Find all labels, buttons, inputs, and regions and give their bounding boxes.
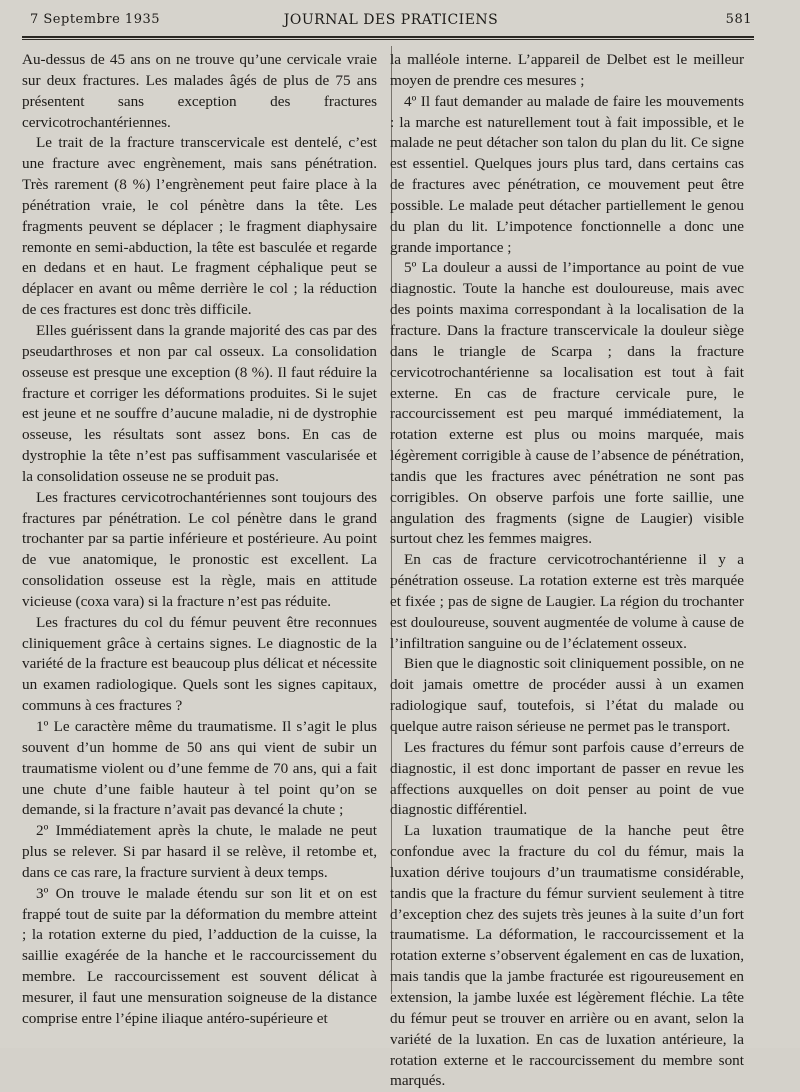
paragraph: La luxation traumatique de la hanche peut être confondue avec la fracture du col du fémur, mais la luxation dérive toujours d’un traumatisme considérable, tandis que la fracture du fémur survient seulement à titre d’exception chez des sujets très jeunes à la suite d’un fort traumatisme. La déformation, le raccourcissement et la rotation externe s’observent également en cas de luxation, mais tandis que la jambe fracturée est rigoureusement en extension, la jambe luxée est légèrement fléchie. La tête du fémur peut se trouver en arrière ou en avant, selon la variété de la luxation. En cas de luxation antérieure, la rotation externe et le raccourcissement du membre sont marqués. [390, 822, 744, 1090]
header-page-number: 581 [725, 12, 752, 27]
paragraph: 2º Immédiatement après la chute, le malade ne peut plus se relever. Si par hasard il se relève, il retombe et, dans ce cas rare, la fracture survient à deux temps. [22, 822, 377, 881]
header-rule [22, 36, 754, 40]
page-header [30, 12, 752, 34]
paragraph: En cas de fracture cervicotrochantérienne il y a pénétration osseuse. La rotation externe est très marquée et fixée ; pas de signe de Laugier. La région du trochanter est douloureuse, souvent augmentée de volume à cause de l’infiltration sanguine ou de l’éclatement osseux. [390, 551, 744, 652]
paragraph: Les fractures du col du fémur peuvent être reconnues cliniquement grâce à certains signes. Le diagnostic de la variété de la fracture est beaucoup plus délicat et nécessite un examen radiologique. Quels sont les signes capitaux, communs à ces fractures ? [22, 613, 377, 715]
paragraph: 3º On trouve le malade étendu sur son lit et on est frappé tout de suite par la déformation du membre atteint ; la rotation externe du pied, l’adduction de la cuisse, la saillie exagérée de la hanche et le raccourcissement du membre. Le raccourcissement est souvent délicat à mesurer, il faut une mensuration soigneuse de la distance comprise entre l’épine iliaque antéro-supérieure et [22, 884, 377, 1027]
paragraph: 5º La douleur a aussi de l’importance au point de vue diagnostic. Toute la hanche est douloureuse, mais avec des points maxima correspondant à la localisation de la fracture. Dans la fracture transcervicale la douleur siège dans le triangle de Scarpa ; dans la fracture cervicotrochantérienne sa localisation est tout à fait externe. En cas de fracture cervicale pure, le raccourcissement est peu marqué immédiatement, la rotation externe est plus ou moins marquée, mais légèrement corrigible à cause de l’absence de pénétration, tandis que les fractures avec pénétration ne sont pas corrigibles. On observe parfois une forte saillie, une angulation des fragments (signe de Laugier) visible surtout chez les femmes maigres. [390, 259, 744, 548]
paragraph: Elles guérissent dans la grande majorité des cas par des pseudarthroses et non par cal osseux. La consolidation osseuse est presque une exception (8 %). Il faut réduire la fracture et corriger les déformations produites. Si le sujet est jeune et ne souffre d’aucune maladie, ni de dystrophie osseuse, les résultats sont assez bons. En cas de dystrophie la tête n’est pas suffisamment vascularisée et la consolidation osseuse ne se produit pas. [22, 321, 377, 485]
paragraph: Bien que le diagnostic soit cliniquement possible, on ne doit jamais omettre de procéder aussi à un examen radiologique sauf, toutefois, si l’état du malade ou quelque autre raison sérieuse ne permet pas le transport. [390, 655, 744, 735]
header-date: 7 Septembre 1935 [30, 12, 161, 27]
header-journal-title: JOURNAL DES PRATICIENS [283, 12, 499, 28]
paragraph: Au-dessus de 45 ans on ne trouve qu’une cervicale vraie sur deux fractures. Les malades âgés de plus de 75 ans présentent sans exception des fractures cervicotrochantériennes. [22, 51, 377, 131]
paragraph: 4º Il faut demander au malade de faire les mouvements : la marche est naturellement tout à fait impossible, et le malade ne peut détacher son talon du plan du lit. Ce signe est essentiel. Quelques jours plus tard, dans certains cas de fractures avec pénétration, ce mouvement peut être possible. Le malade peut détacher partiellement le genou du plan du lit. L’impotence fonctionnelle a donc une grande importance ; [390, 92, 744, 256]
paragraph: Les fractures du fémur sont parfois cause d’erreurs de diagnostic, il est donc important de passer en revue les affections auxquelles on doit penser au point de vue diagnostic différentiel. [390, 738, 744, 819]
paragraph: Le trait de la fracture transcervicale est dentelé, c’est une fracture avec engrènement, mais sans pénétration. Très rarement (8 %) l’engrènement peut faire place à la pénétration vraie, le col pénètre dans la tête. Les fragments peuvent se déplacer ; le fragment diaphysaire remonte en semi-abduction, la tête est basculée et regarde en dedans et en haut. Le fragment céphalique peut se déplacer en avant ou même derrière le col ; la réduction de ces fractures est donc très difficile. [22, 134, 377, 319]
paragraph: Les fractures cervicotrochantériennes sont toujours des fractures par pénétration. Le col pénètre dans le grand trochanter par sa partie inférieure et postérieure. Au point de vue anatomique, le pronostic est excellent. La consolidation osseuse est la règle, mais en attitude vicieuse (coxa vara) si la fracture n’est pas réduite. [22, 488, 377, 610]
left-column [22, 50, 377, 1030]
paragraph: la malléole interne. L’appareil de Delbet est le meilleur moyen de prendre ces mesures ; [390, 51, 744, 89]
right-column [390, 50, 744, 1092]
paragraph: 1º Le caractère même du traumatisme. Il s’agit le plus souvent d’un homme de 50 ans qui vient de subir un traumatisme violent ou d’une femme de 70 ans, qui a fait une chute d’une faible hauteur à tel point qu’on se demande, si la fracture n’avait pas devancé la chute ; [22, 718, 377, 819]
